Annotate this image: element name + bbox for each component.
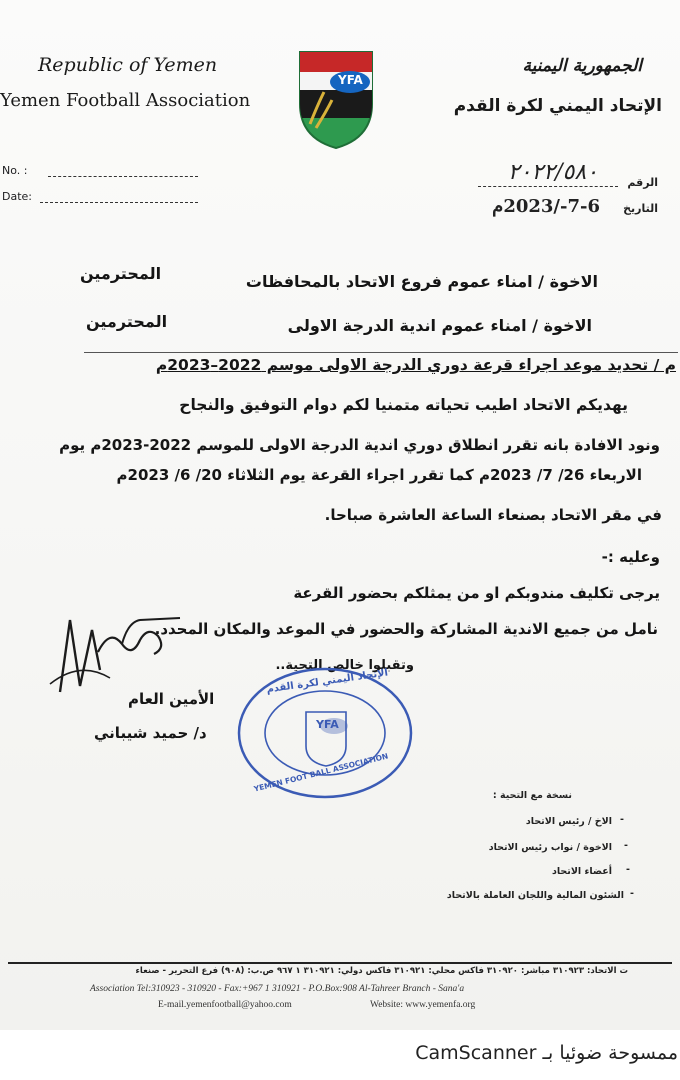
subject-rule	[84, 352, 678, 353]
body-closing: وتقبلوا خالص التحية..	[275, 658, 414, 673]
header-republic-ar: الجمهورية اليمنية	[522, 56, 642, 76]
body-line-2: الاربعاء 26/ 7/ 2023م كما تقرر اجراء القرعة يوم الثلاثاء 20/ 6/ 2023م	[116, 466, 642, 484]
signature-name: د/ حميد شيباني	[94, 724, 207, 742]
header-association-en: Yemen Football Association	[0, 90, 251, 111]
footer-rule	[8, 962, 672, 964]
addressee-1-honor: المحترمين	[80, 264, 162, 283]
no-line	[48, 176, 198, 177]
copies-item-4: الشئون المالية واللجان العاملة بالاتحاد	[446, 890, 624, 901]
handwritten-signature	[40, 600, 190, 700]
stamp-text-ar: الإتحاد اليمني لكرة القدم	[265, 667, 389, 696]
copies-bullet-2: -	[624, 840, 628, 851]
yfa-logo-text: YFA	[338, 73, 363, 87]
addressee-2-to: الاخوة / امناء عموم اندية الدرجة الاولى	[287, 316, 592, 335]
footer-contact-ar: ت الاتحاد: ٣١٠٩٢٣ مباشر: ٣١٠٩٢٠ فاكس محلي: ٣١٠٩٢١ فاكس دولي: ٣١٠٩٢١ ١ ٩٦٧ ص.ب: (٩٠٨) فرع التحرير - صنعاء	[135, 966, 628, 976]
yfa-logo-graphic	[280, 42, 390, 152]
ar-no-label: الرقم	[627, 176, 658, 189]
body-request: يرجى تكليف مندوبكم او من يمثلكم بحضور القرعة	[293, 584, 660, 602]
copies-bullet-4: -	[630, 888, 634, 899]
copies-item-2: الاخوة / نواب رئيس الاتحاد	[488, 842, 612, 853]
date-line	[40, 202, 198, 203]
signature-title: الأمين العام	[128, 690, 215, 708]
ar-no-value: ٢٠٢٢/٥٨٠	[507, 160, 598, 185]
official-stamp	[236, 666, 414, 800]
footer-email: E-mail.yemenfootball@yahoo.com	[158, 1000, 292, 1010]
ar-date-value: 7-6-/2023م	[492, 196, 600, 217]
ar-no-line	[478, 186, 618, 187]
body-greeting: يهديكم الاتحاد اطيب تحياته متمنيا لكم دوام التوفيق والنجاح	[179, 396, 628, 414]
header-association-ar: الإتحاد اليمني لكرة القدم	[453, 96, 662, 116]
ar-date-label: التاريخ	[623, 202, 658, 215]
subject-line: م / تحديد موعد اجراء قرعة دوري الدرجة الاولى موسم 2022–2023م	[155, 356, 676, 374]
body-hope: نامل من جميع الاندية المشاركة والحضور في الموعد والمكان المحدد.	[154, 620, 658, 638]
copies-bullet-3: -	[626, 864, 630, 875]
date-label: Date:	[2, 190, 32, 203]
addressee-1-to: الاخوة / امناء عموم فروع الاتحاد بالمحافظات	[245, 272, 598, 291]
footer-website: Website: www.yemenfa.org	[370, 1000, 476, 1010]
stamp-logo-text: YFA	[316, 718, 339, 731]
copies-item-1: الاخ / رئيس الاتحاد	[525, 816, 612, 827]
footer-contact-en: Association Tel:310923 - 310920 - Fax:+967 1 310921 - P.O.Box:908 Al-Tahreer Branch - Sana'a	[90, 984, 465, 994]
yfa-logo	[280, 42, 390, 152]
signature-scribble	[40, 600, 190, 700]
body-therefore: وعليه :-	[601, 548, 660, 566]
addressee-2-honor: المحترمين	[86, 312, 168, 331]
body-line-3: في مقر الاتحاد بصنعاء الساعة العاشرة صباحا.	[324, 506, 662, 524]
body-line-1: ونود الافادة بانه تقرر انطلاق دوري اندية الدرجة الاولى للموسم 2022-2023م يوم	[59, 436, 660, 454]
stamp-text-en: YEMEN FOOT BALL ASSOCIATION	[252, 751, 390, 794]
copies-title: نسخة مع التحية :	[492, 790, 572, 801]
header-republic-en: Republic of Yemen	[38, 54, 218, 76]
camscanner-label: ممسوحة ضوئيا بـ CamScanner	[415, 1042, 678, 1064]
no-label: No. :	[2, 164, 28, 177]
copies-item-3: أعضاء الاتحاد	[551, 866, 612, 877]
copies-bullet-1: -	[620, 814, 624, 825]
